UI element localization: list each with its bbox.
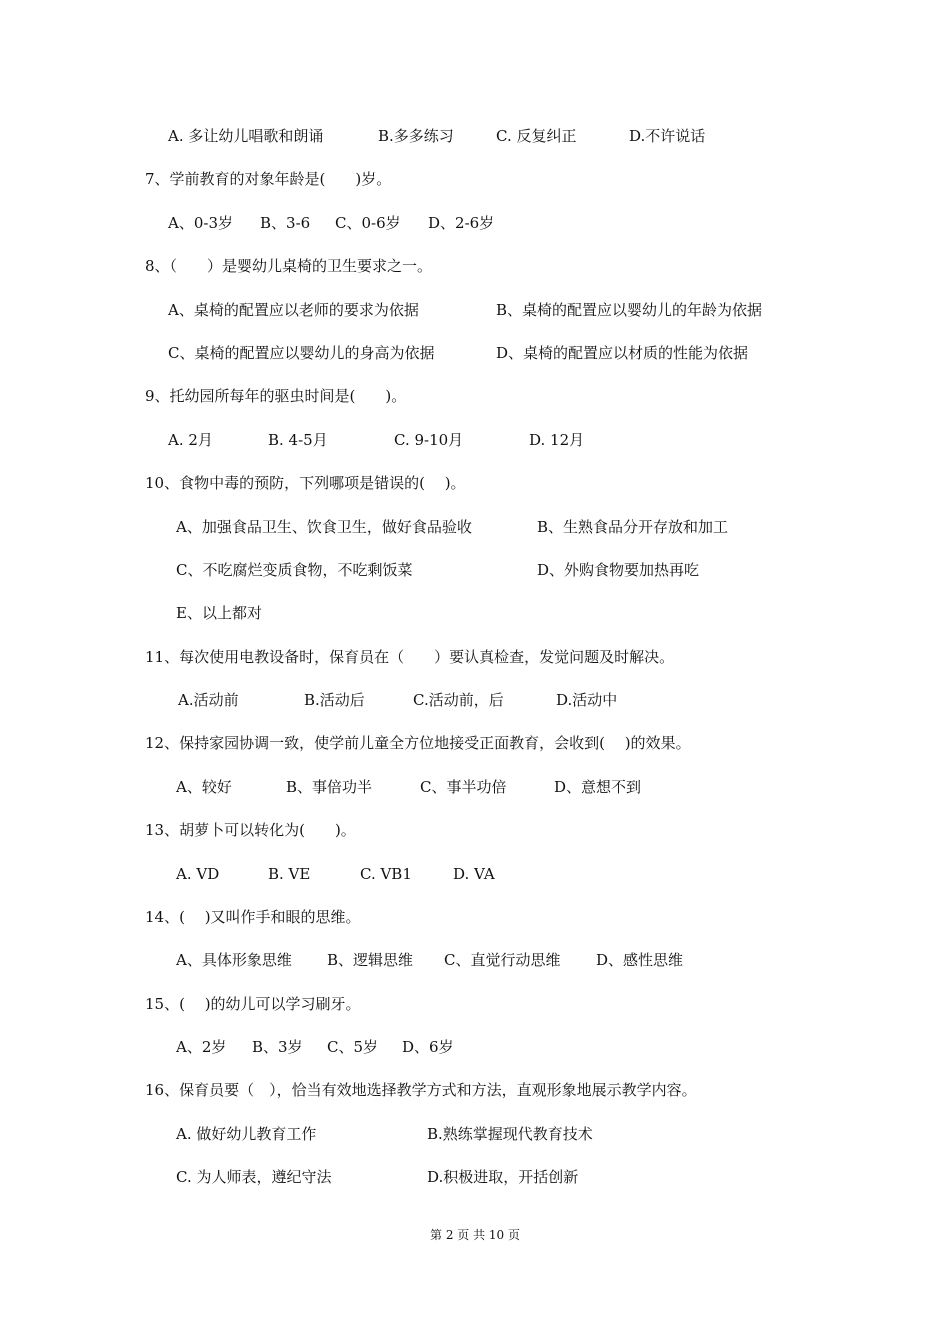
q11-option-c: C.活动前，后 [413,691,504,709]
q14-option-d: D、感性思维 [596,951,684,969]
q16-option-b: B.熟练掌握现代教育技术 [427,1125,593,1143]
q6-option-b: B.多多练习 [378,127,454,145]
q16-option-d: D.积极进取，开括创新 [427,1168,579,1186]
question-10: 10、食物中毒的预防，下列哪项是错误的( )。 [145,474,466,492]
q11-option-a: A.活动前 [178,691,239,709]
q15-option-b: B、3岁 [252,1038,303,1056]
question-7: 7、学前教育的对象年龄是( )岁。 [145,170,392,188]
question-16: 16、保育员要（ ），恰当有效地选择教学方式和方法，直观形象地展示教学内容。 [145,1081,697,1099]
q16-option-c: C. 为人师表，遵纪守法 [176,1168,332,1186]
q9-option-a: A. 2月 [168,431,213,449]
q9-option-d: D. 12月 [529,431,585,449]
q10-option-c: C、不吃腐烂变质食物，不吃剩饭菜 [176,561,413,579]
question-11: 11、每次使用电教设备时，保育员在（ ）要认真检查，发觉问题及时解决。 [145,648,675,666]
q9-option-c: C. 9-10月 [394,431,464,449]
q13-option-c: C. VB1 [360,865,412,883]
q14-option-c: C、直觉行动思维 [444,951,561,969]
q8-option-b: B、桌椅的配置应以婴幼儿的年龄为依据 [496,301,763,319]
q11-option-d: D.活动中 [556,691,618,709]
q13-option-d: D. VA [453,865,495,883]
q7-option-a: A、0-3岁 [168,214,233,232]
q14-option-b: B、逻辑思维 [327,951,414,969]
q7-option-d: D、2-6岁 [428,214,495,232]
q10-option-e: E、以上都对 [176,604,262,622]
q6-option-c: C. 反复纠正 [496,127,577,145]
q10-option-d: D、外购食物要加热再吃 [537,561,700,579]
q13-option-a: A. VD [176,865,220,883]
q10-option-a: A、加强食品卫生、饮食卫生，做好食品验收 [176,518,472,536]
q15-option-a: A、2岁 [176,1038,227,1056]
page-number-footer: 第 2 页 共 10 页 [430,1228,520,1242]
q9-option-b: B. 4-5月 [268,431,328,449]
q8-option-d: D、桌椅的配置应以材质的性能为依据 [496,344,749,362]
q12-option-b: B、事倍功半 [286,778,373,796]
question-15: 15、( )的幼儿可以学习刷牙。 [145,995,361,1013]
question-14: 14、( )又叫作手和眼的思维。 [145,908,361,926]
q6-option-a: A. 多让幼儿唱歌和朗诵 [168,127,324,145]
q6-option-d: D.不许说话 [629,127,706,145]
q12-option-a: A、较好 [176,778,232,796]
q13-option-b: B. VE [268,865,311,883]
question-9: 9、托幼园所每年的驱虫时间是( )。 [145,387,407,405]
q7-option-c: C、0-6岁 [335,214,401,232]
q8-option-a: A、桌椅的配置应以老师的要求为依据 [168,301,419,319]
question-13: 13、胡萝卜可以转化为( )。 [145,821,356,839]
q8-option-c: C、桌椅的配置应以婴幼儿的身高为依据 [168,344,435,362]
q10-option-b: B、生熟食品分开存放和加工 [537,518,729,536]
q11-option-b: B.活动后 [304,691,365,709]
q7-option-b: B、3-6 [260,214,311,232]
q15-option-d: D、6岁 [402,1038,454,1056]
question-8: 8、（ ）是婴幼儿桌椅的卫生要求之一。 [145,257,433,275]
question-12: 12、保持家园协调一致，使学前儿童全方位地接受正面教育，会收到( )的效果。 [145,734,691,752]
q14-option-a: A、具体形象思维 [176,951,292,969]
q12-option-c: C、事半功倍 [420,778,507,796]
q15-option-c: C、5岁 [327,1038,379,1056]
q12-option-d: D、意想不到 [554,778,642,796]
q16-option-a: A. 做好幼儿教育工作 [176,1125,317,1143]
